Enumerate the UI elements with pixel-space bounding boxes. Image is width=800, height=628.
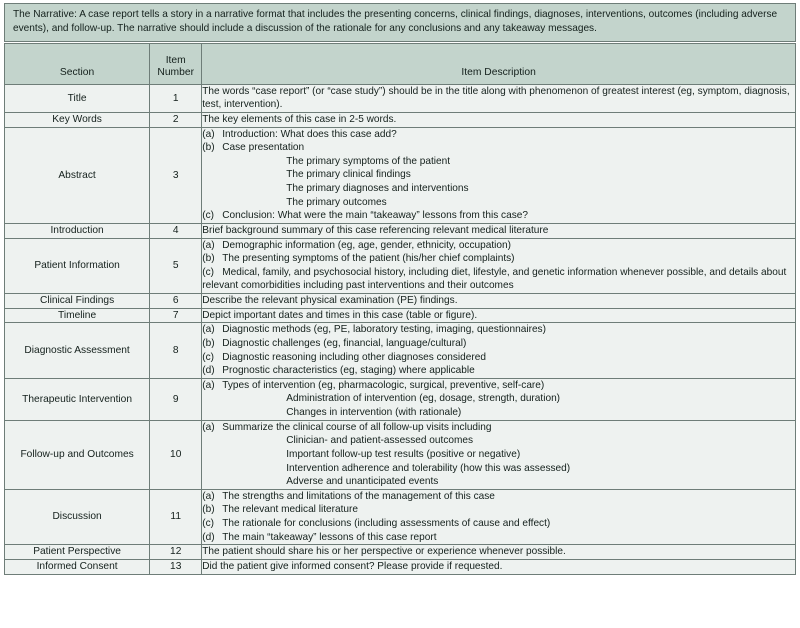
column-header-section: Section bbox=[5, 43, 150, 84]
description-listitem bbox=[202, 490, 795, 504]
description-subitem: The primary outcomes bbox=[286, 196, 387, 208]
cell-item-description bbox=[202, 420, 796, 489]
table-row bbox=[5, 545, 796, 560]
description-text: Depict important dates and times in this case (table or figure). bbox=[202, 309, 478, 321]
description-text: Did the patient give informed consent? Please provide if requested. bbox=[202, 560, 503, 572]
table-row bbox=[5, 294, 796, 309]
cell-item-description bbox=[202, 559, 796, 574]
list-marker: (a) bbox=[202, 421, 215, 433]
cell-item-number: 10 bbox=[150, 420, 202, 489]
description-listitem bbox=[202, 209, 795, 223]
description-listitem bbox=[202, 128, 795, 142]
cell-item-description bbox=[202, 378, 796, 420]
cell-section: Informed Consent bbox=[5, 559, 150, 574]
description-subitem: The primary symptoms of the patient bbox=[286, 155, 451, 167]
list-item-text: Summarize the clinical course of all follow-up visits including bbox=[222, 421, 492, 433]
table-row bbox=[5, 84, 796, 112]
cell-section: Discussion bbox=[5, 489, 150, 545]
table-row bbox=[5, 112, 796, 127]
list-item-text: Demographic information (eg, age, gender, ethnicity, occupation) bbox=[222, 239, 512, 251]
description-listitem bbox=[202, 503, 795, 517]
description-listitem bbox=[202, 266, 795, 280]
item-number-line-2: Number bbox=[157, 67, 195, 79]
list-item-text: Conclusion: What were the main “takeaway” lessons from this case? bbox=[222, 210, 528, 222]
description-listitem bbox=[202, 141, 795, 155]
cell-item-number: 4 bbox=[150, 223, 202, 238]
cell-item-number: 13 bbox=[150, 559, 202, 574]
list-marker: (c) bbox=[202, 518, 215, 530]
description-subitem: The primary diagnoses and interventions bbox=[286, 183, 469, 195]
table-row bbox=[5, 559, 796, 574]
list-marker: (a) bbox=[202, 324, 215, 336]
cell-section: Abstract bbox=[5, 127, 150, 223]
list-item-text: The rationale for conclusions (including assessments of cause and effect) bbox=[222, 518, 551, 530]
description-text: The key elements of this case in 2-5 words. bbox=[202, 113, 397, 125]
cell-item-number: 8 bbox=[150, 323, 202, 379]
table-row bbox=[5, 489, 796, 545]
description-subitem: Intervention adherence and tolerability (how this was assessed) bbox=[286, 462, 571, 474]
description-text: The words “case report” (or “case study”) should be in the title along with phenomenon of greatest interest (eg, symptom, diagnosis, test, intervention). bbox=[202, 85, 790, 111]
cell-section: Patient Information bbox=[5, 238, 150, 294]
description-listitem bbox=[202, 351, 795, 365]
description-text: The patient should share his or her perspective or experience whenever possible. bbox=[202, 546, 566, 558]
table-row bbox=[5, 323, 796, 379]
cell-section: Title bbox=[5, 84, 150, 112]
list-item-text: The relevant medical literature bbox=[222, 504, 359, 516]
narrative-banner: The Narrative: A case report tells a story in a narrative format that includes the presenting concerns, clinical findings, diagnoses, interventions, outcomes (including adverse events), and follow-up. The narrative should include a discussion of the rationale for any conclusions and any takeaway messages. bbox=[4, 3, 796, 42]
description-subitem: Changes in intervention (with rationale) bbox=[286, 407, 462, 419]
cell-item-number: 9 bbox=[150, 378, 202, 420]
list-item-text: Diagnostic methods (eg, PE, laboratory testing, imaging, questionnaires) bbox=[222, 324, 546, 336]
table-row bbox=[5, 308, 796, 323]
cell-section: Timeline bbox=[5, 308, 150, 323]
description-listitem bbox=[202, 323, 795, 337]
list-marker: (b) bbox=[202, 142, 215, 154]
list-item-text: The strengths and limitations of the management of this case bbox=[222, 490, 495, 502]
cell-item-number: 2 bbox=[150, 112, 202, 127]
cell-item-description bbox=[202, 323, 796, 379]
list-item-text: The presenting symptoms of the patient (his/her chief complaints) bbox=[222, 253, 515, 265]
table-row bbox=[5, 127, 796, 223]
description-listitem bbox=[202, 421, 795, 435]
list-item-text: The main “takeaway” lessons of this case report bbox=[222, 531, 437, 543]
care-checklist-table bbox=[4, 43, 796, 575]
description-continuation: relevant comorbidities including past interventions and their outcomes bbox=[202, 280, 514, 292]
cell-item-number: 7 bbox=[150, 308, 202, 323]
list-marker: (c) bbox=[202, 351, 215, 363]
table-header bbox=[5, 43, 796, 84]
column-header-item-description: Item Description bbox=[202, 43, 796, 84]
cell-section: Follow-up and Outcomes bbox=[5, 420, 150, 489]
description-subitem: Clinician- and patient-assessed outcomes bbox=[286, 435, 474, 447]
item-number-line-1: Item bbox=[165, 54, 186, 66]
cell-item-description bbox=[202, 112, 796, 127]
list-marker: (b) bbox=[202, 253, 215, 265]
description-text: Describe the relevant physical examination (PE) findings. bbox=[202, 295, 458, 307]
cell-section: Introduction bbox=[5, 223, 150, 238]
list-marker: (a) bbox=[202, 239, 215, 251]
list-marker: (a) bbox=[202, 379, 215, 391]
cell-section: Clinical Findings bbox=[5, 294, 150, 309]
list-item-text: Introduction: What does this case add? bbox=[222, 128, 397, 140]
cell-item-number: 12 bbox=[150, 545, 202, 560]
list-marker: (c) bbox=[202, 210, 215, 222]
description-text: Brief background summary of this case referencing relevant medical literature bbox=[202, 224, 549, 236]
list-item-text: Diagnostic challenges (eg, financial, language/cultural) bbox=[222, 337, 467, 349]
table-row bbox=[5, 420, 796, 489]
description-listitem bbox=[202, 337, 795, 351]
list-marker: (d) bbox=[202, 365, 215, 377]
cell-item-description bbox=[202, 223, 796, 238]
cell-item-number: 5 bbox=[150, 238, 202, 294]
description-subitem: The primary clinical findings bbox=[286, 169, 411, 181]
header-row bbox=[5, 43, 796, 84]
cell-section: Patient Perspective bbox=[5, 545, 150, 560]
list-item-text: Prognostic characteristics (eg, staging) where applicable bbox=[222, 365, 475, 377]
table-row bbox=[5, 223, 796, 238]
description-subitem: Important follow-up test results (positive or negative) bbox=[286, 448, 521, 460]
cell-item-number: 3 bbox=[150, 127, 202, 223]
list-marker: (d) bbox=[202, 531, 215, 543]
cell-item-description bbox=[202, 238, 796, 294]
cell-item-number: 1 bbox=[150, 84, 202, 112]
cell-item-description bbox=[202, 489, 796, 545]
cell-item-number: 6 bbox=[150, 294, 202, 309]
table-row bbox=[5, 378, 796, 420]
description-listitem bbox=[202, 239, 795, 253]
description-listitem bbox=[202, 531, 795, 545]
cell-item-description bbox=[202, 308, 796, 323]
description-listitem bbox=[202, 364, 795, 378]
list-marker: (c) bbox=[202, 266, 215, 278]
cell-item-description bbox=[202, 127, 796, 223]
list-marker: (b) bbox=[202, 337, 215, 349]
column-header-item-number bbox=[150, 43, 202, 84]
cell-item-number: 11 bbox=[150, 489, 202, 545]
list-marker: (a) bbox=[202, 490, 215, 502]
table-row bbox=[5, 238, 796, 294]
description-listitem bbox=[202, 252, 795, 266]
list-marker: (a) bbox=[202, 128, 215, 140]
cell-section: Diagnostic Assessment bbox=[5, 323, 150, 379]
description-listitem bbox=[202, 379, 795, 393]
list-item-text: Types of intervention (eg, pharmacologic, surgical, preventive, self-care) bbox=[222, 379, 545, 391]
list-item-text: Medical, family, and psychosocial history, including diet, lifestyle, and genetic information whenever possible, and details about bbox=[222, 266, 787, 278]
cell-item-description bbox=[202, 84, 796, 112]
description-subitem: Administration of intervention (eg, dosage, strength, duration) bbox=[286, 393, 561, 405]
cell-item-description bbox=[202, 545, 796, 560]
cell-item-description bbox=[202, 294, 796, 309]
list-item-text: Case presentation bbox=[222, 142, 305, 154]
cell-section: Therapeutic Intervention bbox=[5, 378, 150, 420]
cell-section: Key Words bbox=[5, 112, 150, 127]
description-subitem: Adverse and unanticipated events bbox=[286, 476, 439, 488]
description-listitem bbox=[202, 517, 795, 531]
list-marker: (b) bbox=[202, 504, 215, 516]
table-body bbox=[5, 84, 796, 574]
list-item-text: Diagnostic reasoning including other diagnoses considered bbox=[222, 351, 486, 363]
